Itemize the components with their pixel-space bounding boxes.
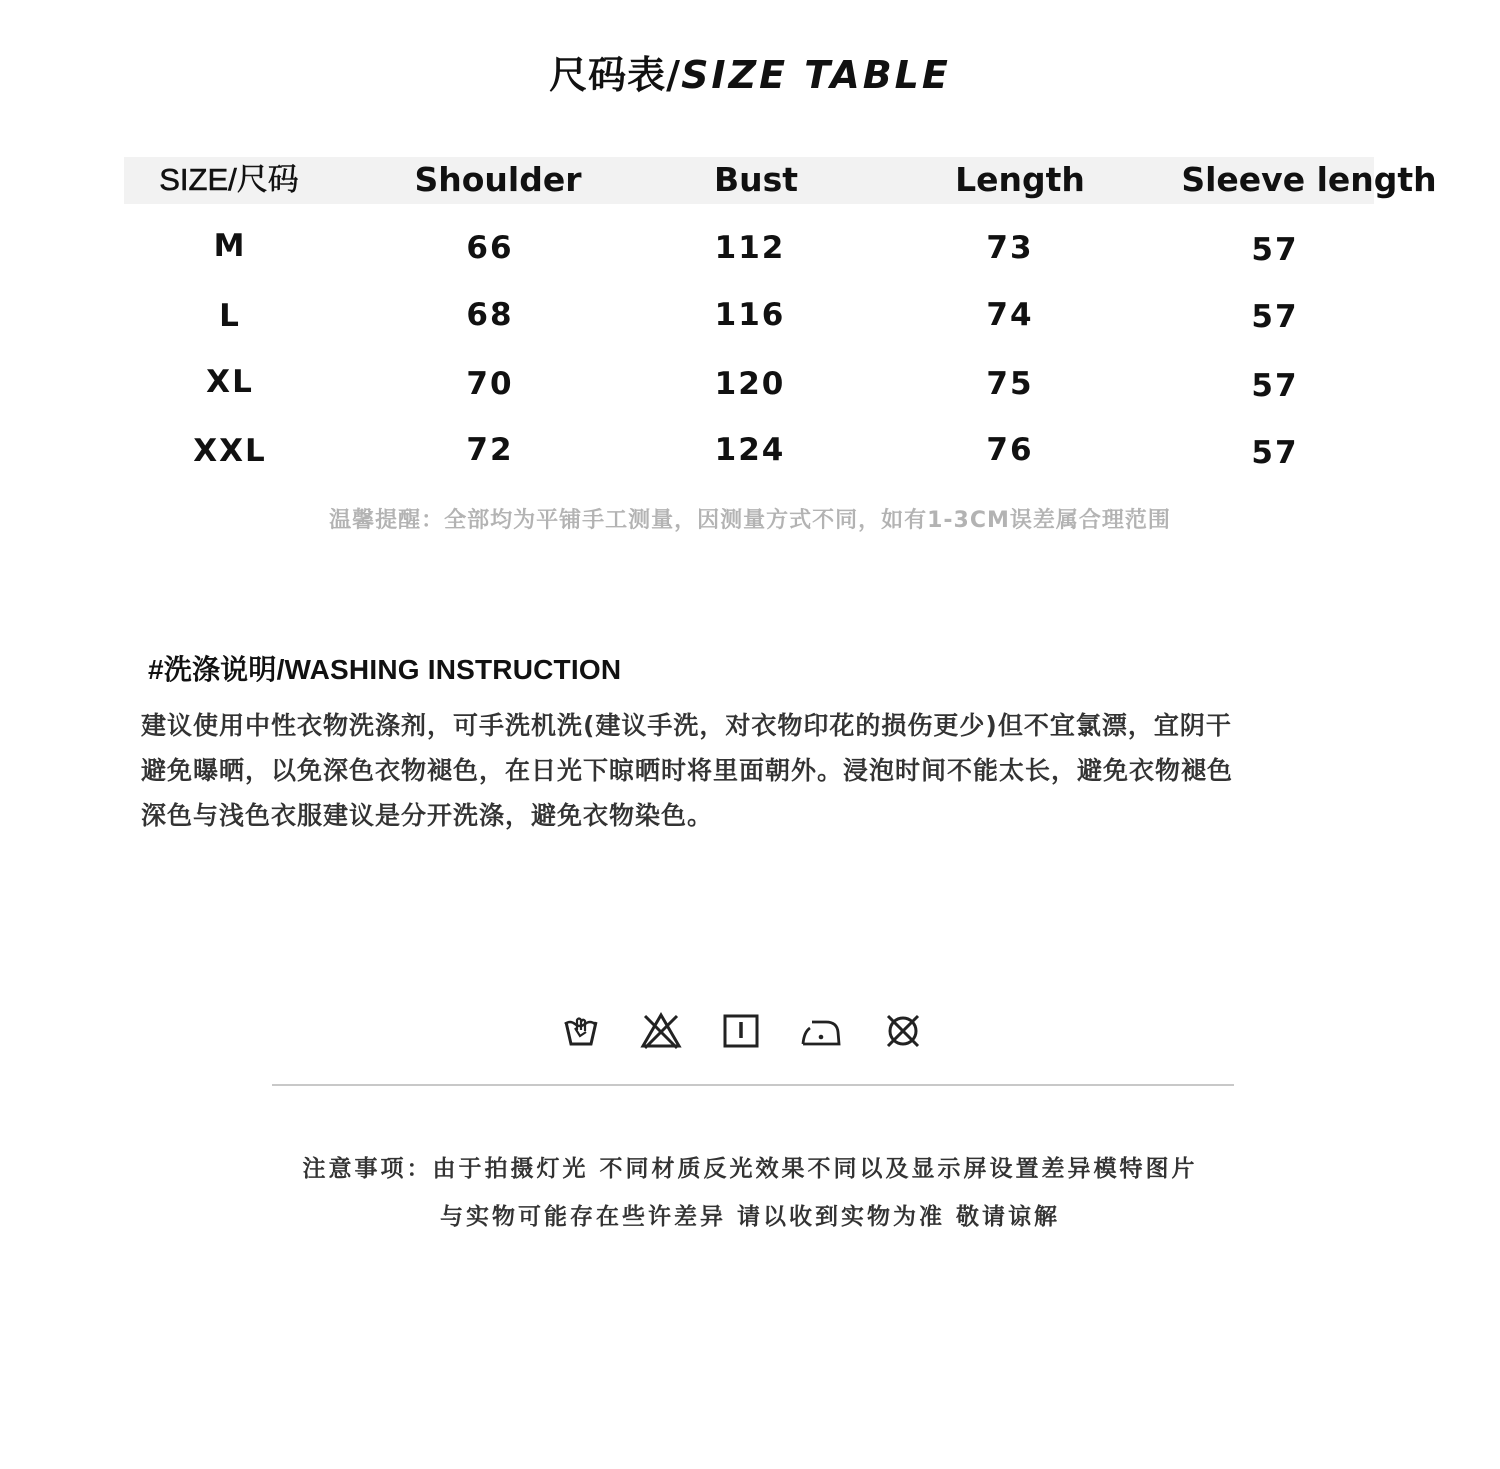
table-cell-size: M xyxy=(213,228,247,264)
page-title xyxy=(0,44,1500,99)
title-en: SIZE TABLE xyxy=(681,53,951,97)
table-cell-size: XXL xyxy=(193,433,267,469)
table-cell-sleeve: 57 xyxy=(1251,368,1299,404)
header-sleeve-length: Sleeve length xyxy=(1181,160,1437,199)
table-cell-bust: 120 xyxy=(714,366,786,402)
header-bust: Bust xyxy=(713,160,799,199)
table-cell-size: XL xyxy=(206,364,254,400)
hand-wash-icon xyxy=(558,1008,604,1054)
header-length: Length xyxy=(955,160,1085,199)
table-cell-shoulder: 68 xyxy=(466,297,514,333)
footer-note-line: 与实物可能存在些许差异 请以收到实物为准 敬请谅解 xyxy=(439,1204,1060,1230)
table-cell-shoulder: 72 xyxy=(466,432,514,468)
washing-line: 深色与浅色衣服建议是分开洗涤，避免衣物染色。 xyxy=(141,801,714,830)
table-cell-bust: 112 xyxy=(714,230,786,266)
iron-low-icon xyxy=(798,1008,844,1054)
header-size: SIZE/尺码 xyxy=(159,162,299,197)
washing-line: 避免曝晒，以免深色衣物褪色，在日光下晾晒时将里面朝外。浸泡时间不能太长，避免衣物褪色 xyxy=(141,756,1234,785)
table-cell-size: L xyxy=(219,298,241,334)
table-cell-length: 75 xyxy=(986,366,1034,402)
washing-title: #洗涤说明/WASHING INSTRUCTION xyxy=(148,654,622,685)
care-icons xyxy=(0,1008,1500,1054)
table-cell-bust: 116 xyxy=(714,297,786,333)
table-cell-sleeve: 57 xyxy=(1251,299,1299,335)
measurement-note: 温馨提醒：全部均为平铺手工测量，因测量方式不同，如有1-3CM误差属合理范围 xyxy=(329,508,1171,533)
table-cell-length: 74 xyxy=(986,297,1034,333)
header-shoulder: Shoulder xyxy=(414,160,582,199)
table-cell-shoulder: 70 xyxy=(466,366,514,402)
divider xyxy=(272,1084,1234,1086)
do-not-tumble-dry-icon xyxy=(880,1008,926,1054)
table-cell-sleeve: 57 xyxy=(1251,435,1299,471)
do-not-bleach-icon xyxy=(638,1008,684,1054)
washing-line: 建议使用中性衣物洗涤剂，可手洗机洗(建议手洗，对衣物印花的损伤更少)但不宜氯漂，宜阴干 xyxy=(141,711,1232,740)
table-cell-length: 73 xyxy=(986,230,1034,266)
table-cell-shoulder: 66 xyxy=(466,230,514,266)
table-cell-sleeve: 57 xyxy=(1251,232,1299,268)
drip-dry-icon xyxy=(718,1008,764,1054)
title-zh: 尺码表/ xyxy=(549,53,682,97)
footer-note-line: 注意事项：由于拍摄灯光 不同材质反光效果不同以及显示屏设置差异模特图片 xyxy=(302,1156,1198,1182)
table-cell-bust: 124 xyxy=(714,432,786,468)
table-cell-length: 76 xyxy=(986,432,1034,468)
